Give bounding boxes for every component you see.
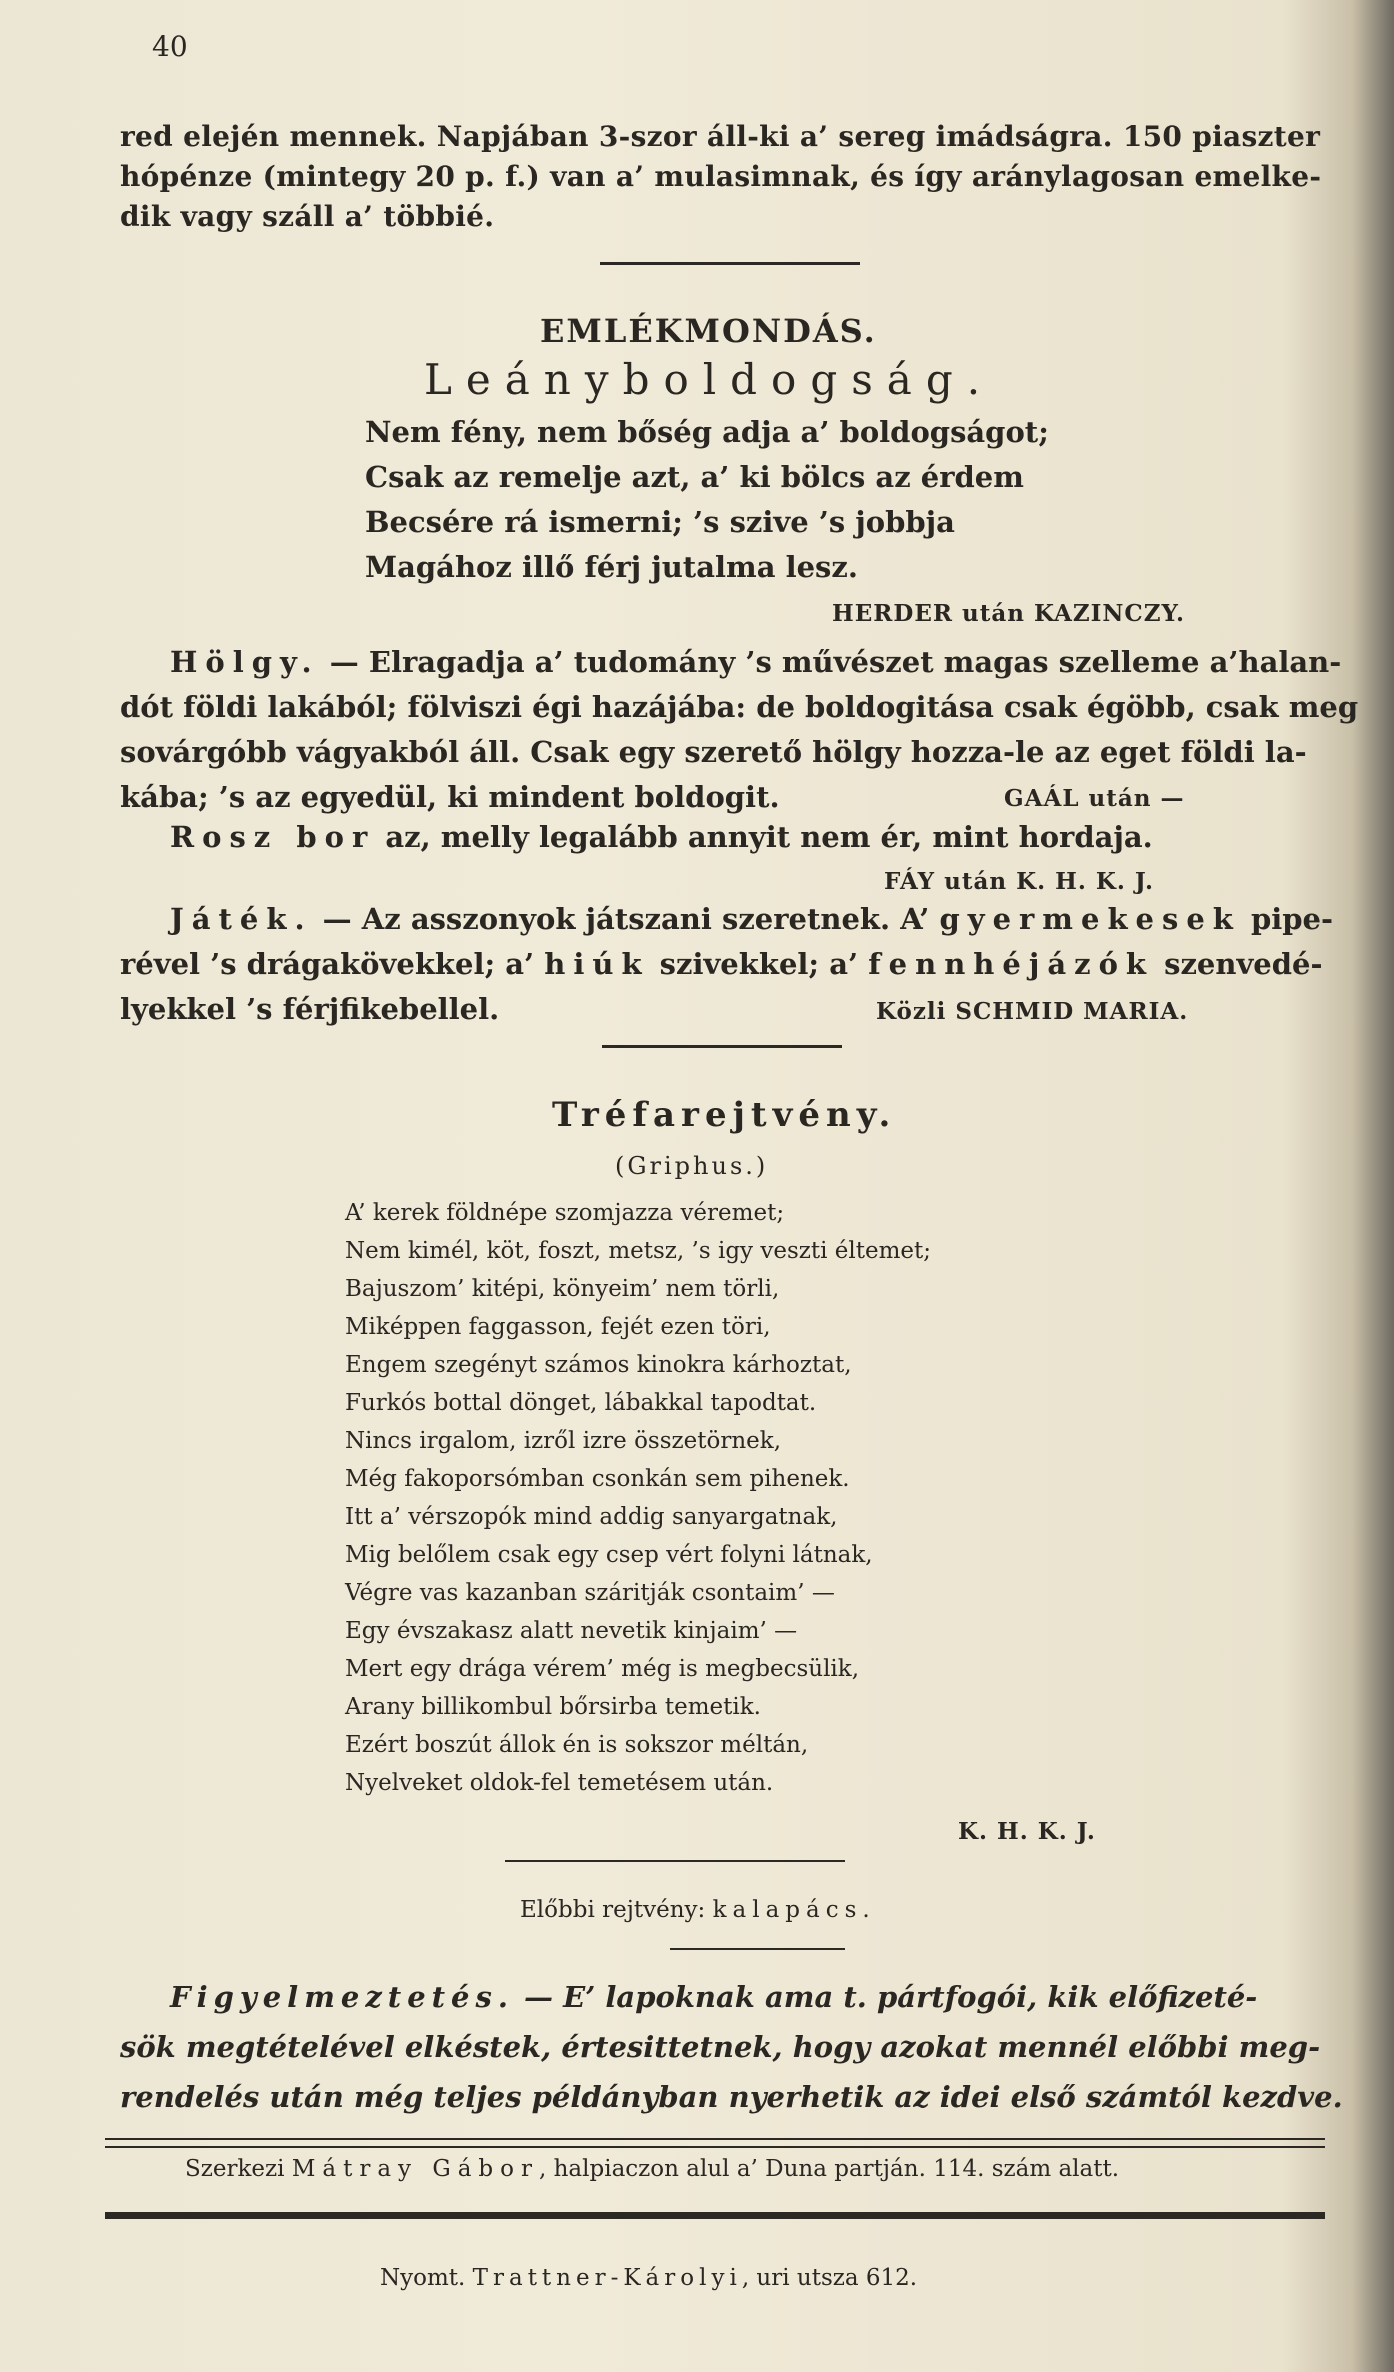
riddle-line: Itt a’ vérszopók mind addig sanyargatnak, [345, 1504, 838, 1530]
riddle-line: Engem szegényt számos kinokra kárhoztat, [345, 1352, 852, 1378]
intro-line-2: hópénze (mintegy 20 p. f.) van a’ mulasimnak, és így aránylagosan emelke- [120, 160, 1322, 193]
riddle-line: Egy évszakasz alatt nevetik kinjaim’ — [345, 1618, 798, 1644]
riddle-line: Nem kimél, köt, foszt, metsz, ’s igy veszti éltemet; [345, 1238, 932, 1264]
trefa-attribution: K. H. K. J. [958, 1818, 1096, 1845]
verse-line: Nem fény, nem bőség adja a’ boldogságot; [365, 415, 1049, 449]
riddle-line: A’ kerek földnépe szomjazza véremet; [345, 1200, 785, 1226]
holgy-line-4: kába; ’s az egyedül, ki mindent boldogit. [120, 780, 780, 814]
riddle-line: Mig belőlem csak egy csep vért folyni látnak, [345, 1542, 873, 1568]
riddle-line: Miképpen faggasson, fejét ezen töri, [345, 1314, 771, 1340]
riddle-line: Nincs irgalom, izről izre összetörnek, [345, 1428, 782, 1454]
holgy-line-2: dót földi lakából; fölviszi égi hazájába: de boldogitása csak égöbb, csak meg [120, 690, 1359, 724]
jatek-line-1: Játék. — Az asszonyok játszani szeretnek. A’ gyermekesek pipe- [170, 902, 1334, 936]
riddle-line: Mert egy drága vérem’ még is megbecsülik, [345, 1656, 860, 1682]
riddle-line: Ezért boszút állok én is sokszor méltán, [345, 1732, 809, 1758]
footer-thick-rule [105, 2212, 1325, 2219]
intro-line-1: red elején mennek. Napjában 3-szor áll-ki a’ sereg imádságra. 150 piaszter [120, 120, 1321, 153]
riddle-line: Nyelveket oldok-fel temetésem után. [345, 1770, 774, 1796]
page-number: 40 [152, 30, 188, 63]
holgy-head: Hölgy. [170, 645, 320, 679]
trefa-title: Tréfarejtvény. [552, 1095, 897, 1135]
emlekmondas-title: EMLÉKMONDÁS. [540, 312, 877, 350]
notice-line-3: rendelés után még teljes példányban nyerhetik az idei első számtól kezdve. [120, 2080, 1343, 2114]
riddle-line: Még fakoporsómban csonkán sem pihenek. [345, 1466, 850, 1492]
section-divider [505, 1860, 845, 1862]
verse-line: Csak az remelje azt, a’ ki bölcs az érdem [365, 460, 1024, 494]
holgy-attribution: GAÁL után — [1004, 785, 1185, 812]
intro-line-3: dik vagy száll a’ többié. [120, 200, 495, 233]
riddle-line: Furkós bottal dönget, lábakkal tapodtat. [345, 1390, 817, 1416]
previous-riddle: Előbbi rejtvény: kalapács. [520, 1897, 876, 1923]
jatek-line-2: rével ’s drágakövekkel; a’ hiúk szivekkel; a’ fennhéjázók szenvedé- [120, 947, 1323, 981]
jatek-head: Játék. [170, 902, 313, 936]
editor-line: Szerkezi Mátray Gábor, halpiaczon alul a’ Duna partján. 114. szám alatt. [185, 2156, 1120, 2182]
rosz-head: Rosz bor [170, 820, 376, 854]
jatek-line-3: lyekkel ’s férjfikebellel. [120, 992, 500, 1026]
emlekmondas-subtitle: Leányboldogság. [424, 355, 995, 404]
previous-riddle-answer: kalapács. [712, 1897, 876, 1923]
notice-head: Figyelmeztetés. [170, 1980, 514, 2014]
printer-line: Nyomt. Trattner-Károlyi, uri utsza 612. [380, 2265, 918, 2291]
section-divider [670, 1948, 845, 1950]
jatek-attribution: Közli SCHMID MARIA. [876, 998, 1189, 1025]
riddle-line: Bajuszom’ kitépi, könyeim’ nem törli, [345, 1276, 780, 1302]
footer-double-rule [105, 2138, 1325, 2148]
verse-attribution: HERDER után KAZINCZY. [832, 600, 1185, 627]
section-divider [600, 262, 860, 265]
riddle-line: Végre vas kazanban száritják csontaim’ — [345, 1580, 835, 1606]
verse-line: Magához illő férj jutalma lesz. [365, 550, 858, 584]
rosz-line: Rosz bor az, melly legalább annyit nem ér, mint hordaja. [170, 820, 1153, 854]
editor-name: Mátray Gábor [291, 2156, 539, 2182]
trefa-subtitle: (Griphus.) [615, 1152, 769, 1180]
printer-name: Trattner-Károlyi [472, 2265, 742, 2291]
notice-line-1: Figyelmeztetés. — E’ lapoknak ama t. pártfogói, kik előfizeté- [170, 1980, 1258, 2014]
rosz-attribution: FÁY után K. H. K. J. [884, 868, 1154, 895]
holgy-line-1: Hölgy. — Elragadja a’ tudomány ’s művészet magas szelleme a’halan- [170, 645, 1342, 679]
verse-line: Becsére rá ismerni; ’s szive ’s jobbja [365, 505, 955, 539]
holgy-line-3: sovárgóbb vágyakból áll. Csak egy szerető hölgy hozza-le az eget földi la- [120, 735, 1307, 769]
notice-line-2: sök megtételével elkéstek, értesittetnek, hogy azokat mennél előbbi meg- [120, 2030, 1321, 2064]
riddle-line: Arany billikombul bőrsirba temetik. [345, 1694, 761, 1720]
section-divider [602, 1045, 842, 1048]
